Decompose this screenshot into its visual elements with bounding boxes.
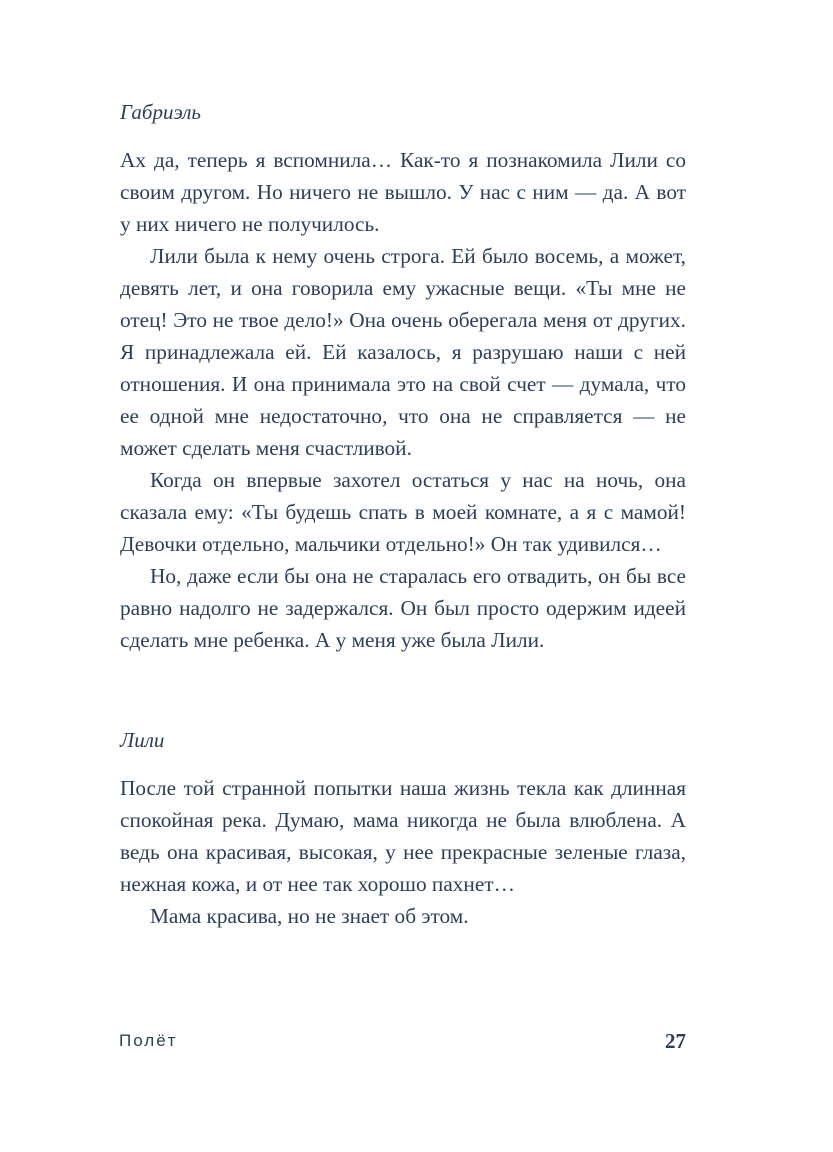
speaker-name: Лили <box>120 728 165 752</box>
paragraph: Лили была к нему очень строга. Ей было восемь, а может, девять лет, и она говорила ему ужасные вещи. «Ты мне не отец! Это не твое дело!» Она очень оберегала меня от других. Я принадлежала ей. Ей казалось, я разрушаю наши с ней отношения. И она принимала это на свой счет — думала, что ее одной мне недостаточно, что она не спрaвляется — не может сделать меня счастливой. <box>120 244 686 460</box>
page-footer <box>119 1026 686 1058</box>
paragraph: После той странной попытки наша жизнь текла как длинная спокойная река. Думаю, мама никогда не была влюблена. А ведь она красивая, высокая, у нее прекрасные зеленые глаза, нежная кожа, и от нее так хорошо пахнет… <box>120 776 686 896</box>
paragraph: Но, даже если бы она не старалась его отвадить, он бы все равно надолго не задержался. Он был просто одержим идеей сделать мне ребенка. А у меня уже была Лили. <box>120 564 686 652</box>
book-title: Полёт <box>119 1031 178 1050</box>
paragraph: Мама красива, но не знает об этом. <box>150 904 469 928</box>
paragraph: Ах да, теперь я вспомнила… Как-то я познакомила Лили со своим другом. Но ничего не вышло. У нас с ним — да. А вот у них ничего не получилось. <box>120 148 686 236</box>
speaker-name: Габриэль <box>120 100 201 124</box>
page-number: 27 <box>665 1029 686 1053</box>
section-gabriel <box>120 96 686 656</box>
section-lili <box>120 724 686 932</box>
paragraph: Когда он впервые захотел остаться у нас на ночь, она сказала ему: «Ты будешь спать в моей комнате, а я с мамой! Девочки отдельно, мальчики отдельно!» Он так удивился… <box>120 468 686 556</box>
page-body <box>120 96 686 928</box>
